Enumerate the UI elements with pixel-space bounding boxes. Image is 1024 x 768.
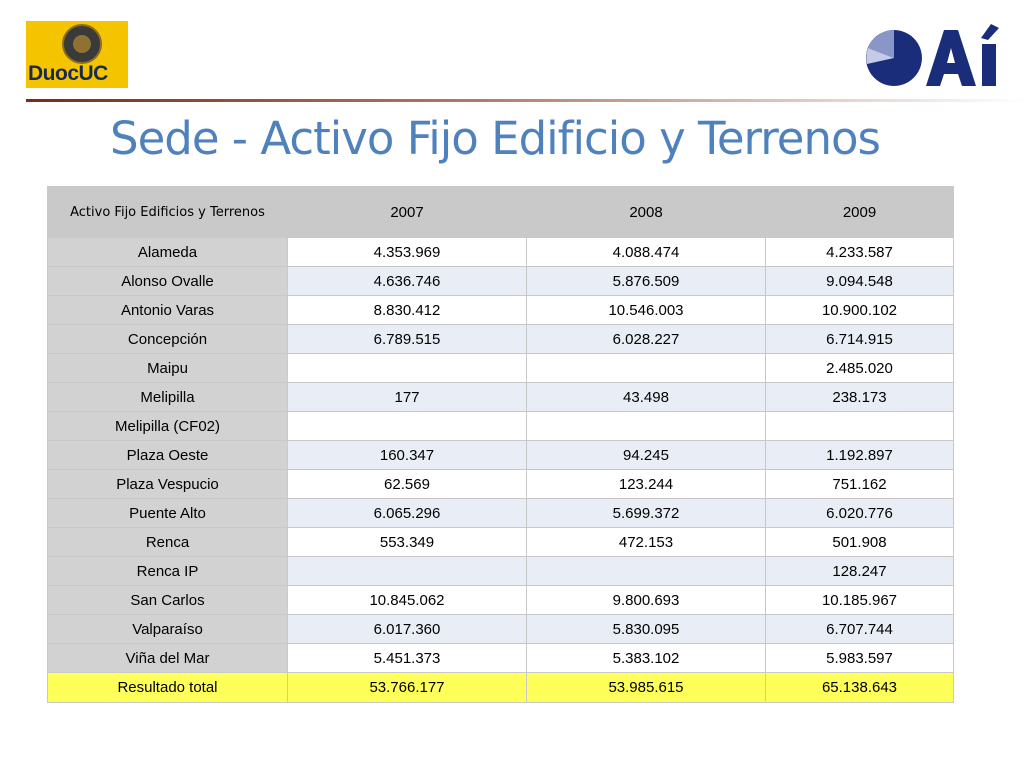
dai-logo xyxy=(854,20,1006,94)
table-row xyxy=(48,354,954,383)
cell-value: 5.983.597 xyxy=(766,644,954,673)
cell-value: 9.800.693 xyxy=(527,586,766,615)
total-value-2009: 65.138.643 xyxy=(766,673,954,703)
cell-value xyxy=(527,557,766,586)
cell-value: 10.185.967 xyxy=(766,586,954,615)
cell-value: 8.830.412 xyxy=(288,296,527,325)
duoc-uc-logo xyxy=(26,21,128,88)
cell-value: 501.908 xyxy=(766,528,954,557)
row-label: Melipilla xyxy=(48,383,288,412)
cell-value: 4.088.474 xyxy=(527,238,766,267)
cell-value: 10.845.062 xyxy=(288,586,527,615)
cell-value xyxy=(527,412,766,441)
row-label: Concepción xyxy=(48,325,288,354)
row-label: Renca xyxy=(48,528,288,557)
table-row xyxy=(48,238,954,267)
table-row xyxy=(48,528,954,557)
table-row xyxy=(48,644,954,673)
cell-value: 553.349 xyxy=(288,528,527,557)
table-row xyxy=(48,470,954,499)
table-row xyxy=(48,441,954,470)
total-label: Resultado total xyxy=(48,673,288,703)
page-title: Sede - Activo Fijo Edificio y Terrenos xyxy=(110,112,880,165)
cell-value: 9.094.548 xyxy=(766,267,954,296)
table-row xyxy=(48,499,954,528)
cell-value: 2.485.020 xyxy=(766,354,954,383)
cell-value: 5.451.373 xyxy=(288,644,527,673)
row-label: Viña del Mar xyxy=(48,644,288,673)
total-value-2007: 53.766.177 xyxy=(288,673,527,703)
cell-value: 177 xyxy=(288,383,527,412)
table-header-row xyxy=(48,187,954,238)
cell-value: 43.498 xyxy=(527,383,766,412)
total-value-2008: 53.985.615 xyxy=(527,673,766,703)
total-row xyxy=(48,673,954,703)
cell-value xyxy=(766,412,954,441)
cell-value: 123.244 xyxy=(527,470,766,499)
cell-value: 6.065.296 xyxy=(288,499,527,528)
cell-value: 5.383.102 xyxy=(527,644,766,673)
dai-logo-i-glyph xyxy=(982,44,996,86)
assets-table xyxy=(47,186,954,703)
table-row xyxy=(48,383,954,412)
cell-value xyxy=(288,354,527,383)
cell-value: 10.546.003 xyxy=(527,296,766,325)
table-row xyxy=(48,586,954,615)
cell-value xyxy=(527,354,766,383)
header-year-2007: 2007 xyxy=(288,187,527,238)
cell-value: 128.247 xyxy=(766,557,954,586)
cell-value: 5.699.372 xyxy=(527,499,766,528)
cell-value: 1.192.897 xyxy=(766,441,954,470)
cell-value: 94.245 xyxy=(527,441,766,470)
header-year-2009: 2009 xyxy=(766,187,954,238)
row-label: Alameda xyxy=(48,238,288,267)
row-label: Plaza Vespucio xyxy=(48,470,288,499)
cell-value: 751.162 xyxy=(766,470,954,499)
cell-value: 6.714.915 xyxy=(766,325,954,354)
crest-icon xyxy=(62,24,102,64)
table-row xyxy=(48,267,954,296)
cell-value: 6.028.227 xyxy=(527,325,766,354)
row-label: Plaza Oeste xyxy=(48,441,288,470)
header-year-2008: 2008 xyxy=(527,187,766,238)
cell-value: 472.153 xyxy=(527,528,766,557)
cell-value: 5.876.509 xyxy=(527,267,766,296)
cell-value: 4.233.587 xyxy=(766,238,954,267)
dai-logo-a-glyph xyxy=(926,30,976,86)
cell-value: 4.353.969 xyxy=(288,238,527,267)
table-row xyxy=(48,557,954,586)
cell-value: 6.789.515 xyxy=(288,325,527,354)
duoc-uc-wordmark: DuocUC xyxy=(28,62,108,85)
row-label: Alonso Ovalle xyxy=(48,267,288,296)
row-label: Melipilla (CF02) xyxy=(48,412,288,441)
row-label: Puente Alto xyxy=(48,499,288,528)
row-label: Antonio Varas xyxy=(48,296,288,325)
header-row-label: Activo Fijo Edificios y Terrenos xyxy=(48,187,288,238)
row-label: San Carlos xyxy=(48,586,288,615)
row-label: Maipu xyxy=(48,354,288,383)
cell-value: 238.173 xyxy=(766,383,954,412)
table-row xyxy=(48,325,954,354)
cell-value xyxy=(288,412,527,441)
cell-value: 6.707.744 xyxy=(766,615,954,644)
header-divider xyxy=(26,99,1024,102)
row-label: Renca IP xyxy=(48,557,288,586)
cell-value: 62.569 xyxy=(288,470,527,499)
table-row xyxy=(48,296,954,325)
table-row xyxy=(48,412,954,441)
cell-value: 6.020.776 xyxy=(766,499,954,528)
cell-value: 10.900.102 xyxy=(766,296,954,325)
cell-value: 4.636.746 xyxy=(288,267,527,296)
cell-value xyxy=(288,557,527,586)
cell-value: 6.017.360 xyxy=(288,615,527,644)
cell-value: 160.347 xyxy=(288,441,527,470)
row-label: Valparaíso xyxy=(48,615,288,644)
cell-value: 5.830.095 xyxy=(527,615,766,644)
table-row xyxy=(48,615,954,644)
